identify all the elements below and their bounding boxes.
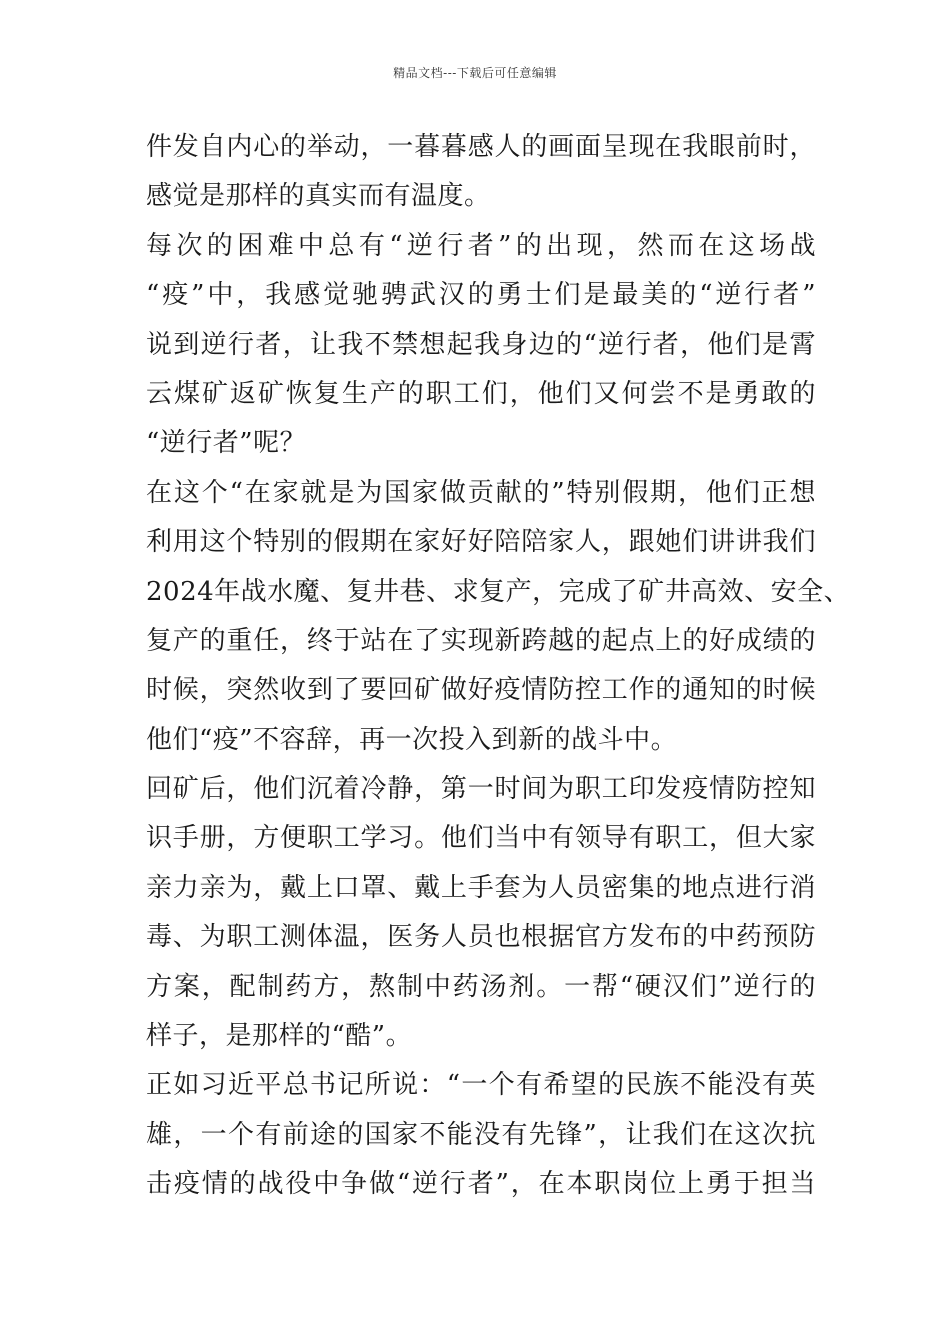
body-line: “疫”中，我感觉驰骋武汉的勇士们是最美的“逆行者” [146,280,816,311]
body-line: 正如习近平总书记所说：“一个有希望的民族不能没有英 [146,1070,816,1101]
body-line: 利用这个特别的假期在家好好陪陪家人，跟她们讲讲我们 [146,527,816,558]
body-line: 方案，配制药方，熬制中药汤剂。一帮“硬汉们”逆行的 [146,971,816,1002]
page-header: 精品文档---下载后可任意编辑 [393,66,557,80]
body-line: 在这个“在家就是为国家做贡献的”特别假期，他们正想 [146,477,816,508]
body-line: 件发自内心的举动，一暮暮感人的画面呈现在我眼前时， [146,132,816,162]
body-line: 回矿后，他们沉着冷静，第一时间为职工印发疫情防控知 [146,774,816,805]
body-line: 亲力亲为，戴上口罩、戴上手套为人员密集的地点进行消 [146,872,816,903]
body-line: 击疫情的战役中争做“逆行者”，在本职岗位上勇于担当 [146,1169,816,1200]
body-line: 他们“疫”不容辞，再一次投入到新的战斗中。 [146,724,678,755]
document-body [146,123,851,1210]
body-line: 时候，突然收到了要回矿做好疫情防控工作的通知的时候 [146,675,816,706]
body-line: 2024年战水魔、复井巷、求复产，完成了矿井高效、安全、 [146,576,851,607]
body-line: 云煤矿返矿恢复生产的职工们，他们又何尝不是勇敢的 [146,378,816,409]
body-line: 识手册，方便职工学习。他们当中有领导有职工，但大家 [146,823,816,854]
body-line: 复产的重任，终于站在了实现新跨越的起点上的好成绩的 [146,625,816,656]
body-line: 毒、为职工测体温，医务人员也根据官方发布的中药预防 [146,922,816,953]
body-line: 样子，是那样的“酷”。 [146,1021,413,1052]
body-line: 感觉是那样的真实而有温度。 [146,181,491,212]
body-line: “逆行者”呢？ [146,428,307,459]
body-line: 雄，一个有前途的国家不能没有先锋”，让我们在这次抗 [146,1119,816,1150]
body-line: 说到逆行者，让我不禁想起我身边的“逆行者，他们是霄 [146,329,816,360]
body-line: 每次的困难中总有“逆行者”的出现，然而在这场战 [146,230,816,261]
